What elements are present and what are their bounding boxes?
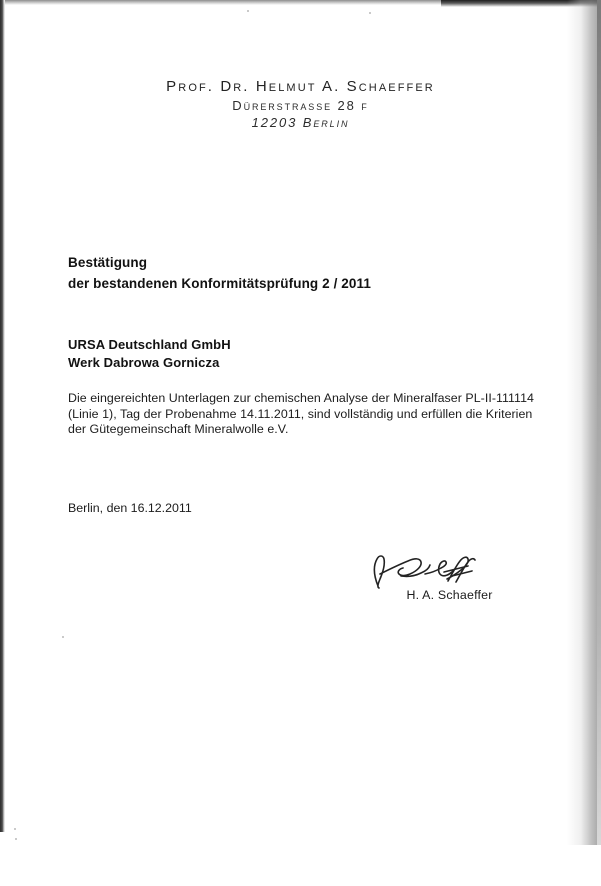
letterhead-city: 12203 Berlin <box>251 115 350 130</box>
letterhead <box>0 78 601 130</box>
scan-speck <box>14 828 16 830</box>
body-line-3: der Gütegemeinschaft Mineralwolle e.V. <box>68 422 289 436</box>
letterhead-street: Dürerstrasse 28 f <box>232 98 369 113</box>
heading-line-2: der bestandenen Konformitätsprüfung 2 / 2011 <box>68 276 371 291</box>
document-heading <box>68 252 371 294</box>
scan-speck <box>369 12 371 14</box>
body-line-1: Die eingereichten Unterlagen zur chemischen Analyse der Mineralfaser PL-II-111114 <box>68 391 534 405</box>
scan-speck <box>62 636 64 638</box>
date-line: Berlin, den 16.12.2011 <box>68 501 192 515</box>
body-line-2: (Linie 1), Tag der Probenahme 14.11.2011, sind vollständig und erfüllen die Kriterien <box>68 406 533 421</box>
signature-area <box>362 552 537 602</box>
body-paragraph <box>68 391 538 438</box>
recipient-block <box>68 336 231 372</box>
scan-speck <box>15 838 17 840</box>
signatory-name: H. A. Schaeffer <box>406 588 493 602</box>
heading-line-1: Bestätigung <box>68 255 148 270</box>
recipient-company: URSA Deutschland GmbH <box>68 337 231 352</box>
letterhead-name: Prof. Dr. Helmut A. Schaeffer <box>166 78 435 95</box>
scan-speck <box>247 10 249 12</box>
handwritten-signature-icon <box>368 552 476 592</box>
recipient-plant: Werk Dabrowa Gornicza <box>68 355 220 370</box>
